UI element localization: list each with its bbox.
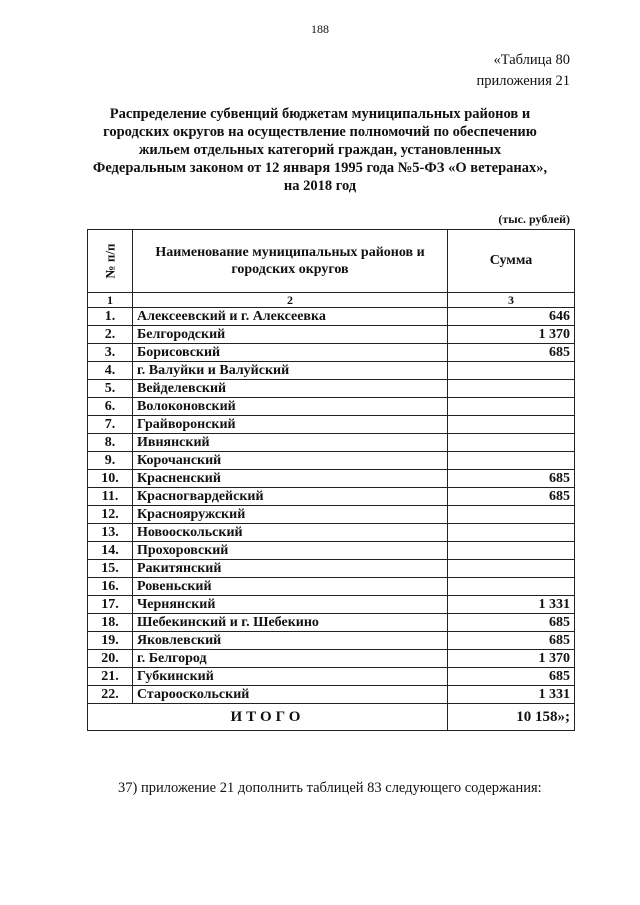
row-district-name: Чернянский <box>133 596 448 614</box>
table-row <box>88 452 575 470</box>
row-number: 22. <box>88 686 133 704</box>
row-number: 6. <box>88 398 133 416</box>
row-sum <box>448 434 575 452</box>
header-number: № п/п <box>88 230 133 293</box>
row-district-name: Шебекинский и г. Шебекино <box>133 614 448 632</box>
table-row <box>88 578 575 596</box>
row-district-name: г. Белгород <box>133 650 448 668</box>
table-row <box>88 524 575 542</box>
title-line: Федеральным законом от 12 января 1995 года №5-ФЗ «О ветеранах», <box>92 160 548 176</box>
row-number: 7. <box>88 416 133 434</box>
table-row <box>88 344 575 362</box>
table-row <box>88 650 575 668</box>
row-sum: 685 <box>448 488 575 506</box>
row-number: 19. <box>88 632 133 650</box>
row-sum: 646 <box>448 308 575 326</box>
table-header-row <box>88 230 575 293</box>
total-value: 10 158»; <box>448 704 575 731</box>
title-line: на 2018 год <box>283 178 357 194</box>
footer-text: 37) приложение 21 дополнить таблицей 83 следующего содержания: <box>118 780 542 796</box>
table-row <box>88 308 575 326</box>
column-number: 1 <box>88 293 133 308</box>
row-sum <box>448 578 575 596</box>
table-row <box>88 362 575 380</box>
row-sum: 1 331 <box>448 596 575 614</box>
row-district-name: Прохоровский <box>133 542 448 560</box>
header-sum: Сумма <box>448 230 575 293</box>
row-sum <box>448 416 575 434</box>
row-number: 20. <box>88 650 133 668</box>
row-district-name: Ровеньский <box>133 578 448 596</box>
row-district-name: Красненский <box>133 470 448 488</box>
row-district-name: Краснояружский <box>133 506 448 524</box>
row-district-name: Ракитянский <box>133 560 448 578</box>
table-row <box>88 470 575 488</box>
row-district-name: Грайворонский <box>133 416 448 434</box>
table-row <box>88 434 575 452</box>
title-line: жильем отдельных категорий граждан, установленных <box>138 142 502 158</box>
table-row <box>88 542 575 560</box>
row-sum: 1 370 <box>448 650 575 668</box>
document-title <box>80 105 560 195</box>
row-number: 21. <box>88 668 133 686</box>
row-number: 16. <box>88 578 133 596</box>
table-row <box>88 668 575 686</box>
row-number: 3. <box>88 344 133 362</box>
row-number: 13. <box>88 524 133 542</box>
row-district-name: Алексеевский и г. Алексеевка <box>133 308 448 326</box>
row-sum: 1 331 <box>448 686 575 704</box>
table-row <box>88 686 575 704</box>
row-number: 17. <box>88 596 133 614</box>
row-district-name: Губкинский <box>133 668 448 686</box>
row-sum <box>448 506 575 524</box>
table-row <box>88 560 575 578</box>
column-number: 2 <box>133 293 448 308</box>
header-name: Наименование муниципальных районов и городских округов <box>133 230 448 293</box>
row-sum: 685 <box>448 668 575 686</box>
row-district-name: Старооскольский <box>133 686 448 704</box>
row-sum <box>448 452 575 470</box>
total-row <box>88 704 575 731</box>
row-sum: 685 <box>448 632 575 650</box>
table-row <box>88 398 575 416</box>
row-number: 9. <box>88 452 133 470</box>
row-sum <box>448 542 575 560</box>
row-sum: 685 <box>448 344 575 362</box>
table-row <box>88 632 575 650</box>
row-district-name: Новооскольский <box>133 524 448 542</box>
row-number: 8. <box>88 434 133 452</box>
table-row <box>88 380 575 398</box>
row-sum <box>448 398 575 416</box>
row-number: 12. <box>88 506 133 524</box>
table-row <box>88 596 575 614</box>
row-number: 1. <box>88 308 133 326</box>
row-sum <box>448 380 575 398</box>
subsidy-table <box>87 229 575 731</box>
row-district-name: Вейделевский <box>133 380 448 398</box>
row-number: 11. <box>88 488 133 506</box>
row-district-name: г. Валуйки и Валуйский <box>133 362 448 380</box>
row-number: 10. <box>88 470 133 488</box>
column-number-row <box>88 293 575 308</box>
table-row <box>88 614 575 632</box>
table-row <box>88 326 575 344</box>
row-number: 4. <box>88 362 133 380</box>
units-label: (тыс. рублей) <box>498 212 570 226</box>
page-number: 188 <box>311 22 329 36</box>
table-row <box>88 416 575 434</box>
row-sum <box>448 524 575 542</box>
appendix-reference: приложения 21 <box>476 73 570 89</box>
column-number: 3 <box>448 293 575 308</box>
row-number: 14. <box>88 542 133 560</box>
total-label: ИТОГО <box>88 704 448 731</box>
row-district-name: Белгородский <box>133 326 448 344</box>
row-sum <box>448 362 575 380</box>
title-line: городских округов на осуществление полномочий по обеспечению <box>103 124 537 140</box>
row-sum <box>448 560 575 578</box>
row-sum: 685 <box>448 470 575 488</box>
row-number: 15. <box>88 560 133 578</box>
table-row <box>88 488 575 506</box>
row-district-name: Корочанский <box>133 452 448 470</box>
row-district-name: Яковлевский <box>133 632 448 650</box>
row-district-name: Волоконовский <box>133 398 448 416</box>
row-sum: 685 <box>448 614 575 632</box>
row-district-name: Красногвардейский <box>133 488 448 506</box>
table-reference: «Таблица 80 <box>493 52 570 68</box>
table-row <box>88 506 575 524</box>
title-line: Распределение субвенций бюджетам муниципальных районов и <box>109 106 531 122</box>
row-district-name: Борисовский <box>133 344 448 362</box>
row-number: 2. <box>88 326 133 344</box>
row-number: 5. <box>88 380 133 398</box>
row-sum: 1 370 <box>448 326 575 344</box>
row-district-name: Ивнянский <box>133 434 448 452</box>
row-number: 18. <box>88 614 133 632</box>
